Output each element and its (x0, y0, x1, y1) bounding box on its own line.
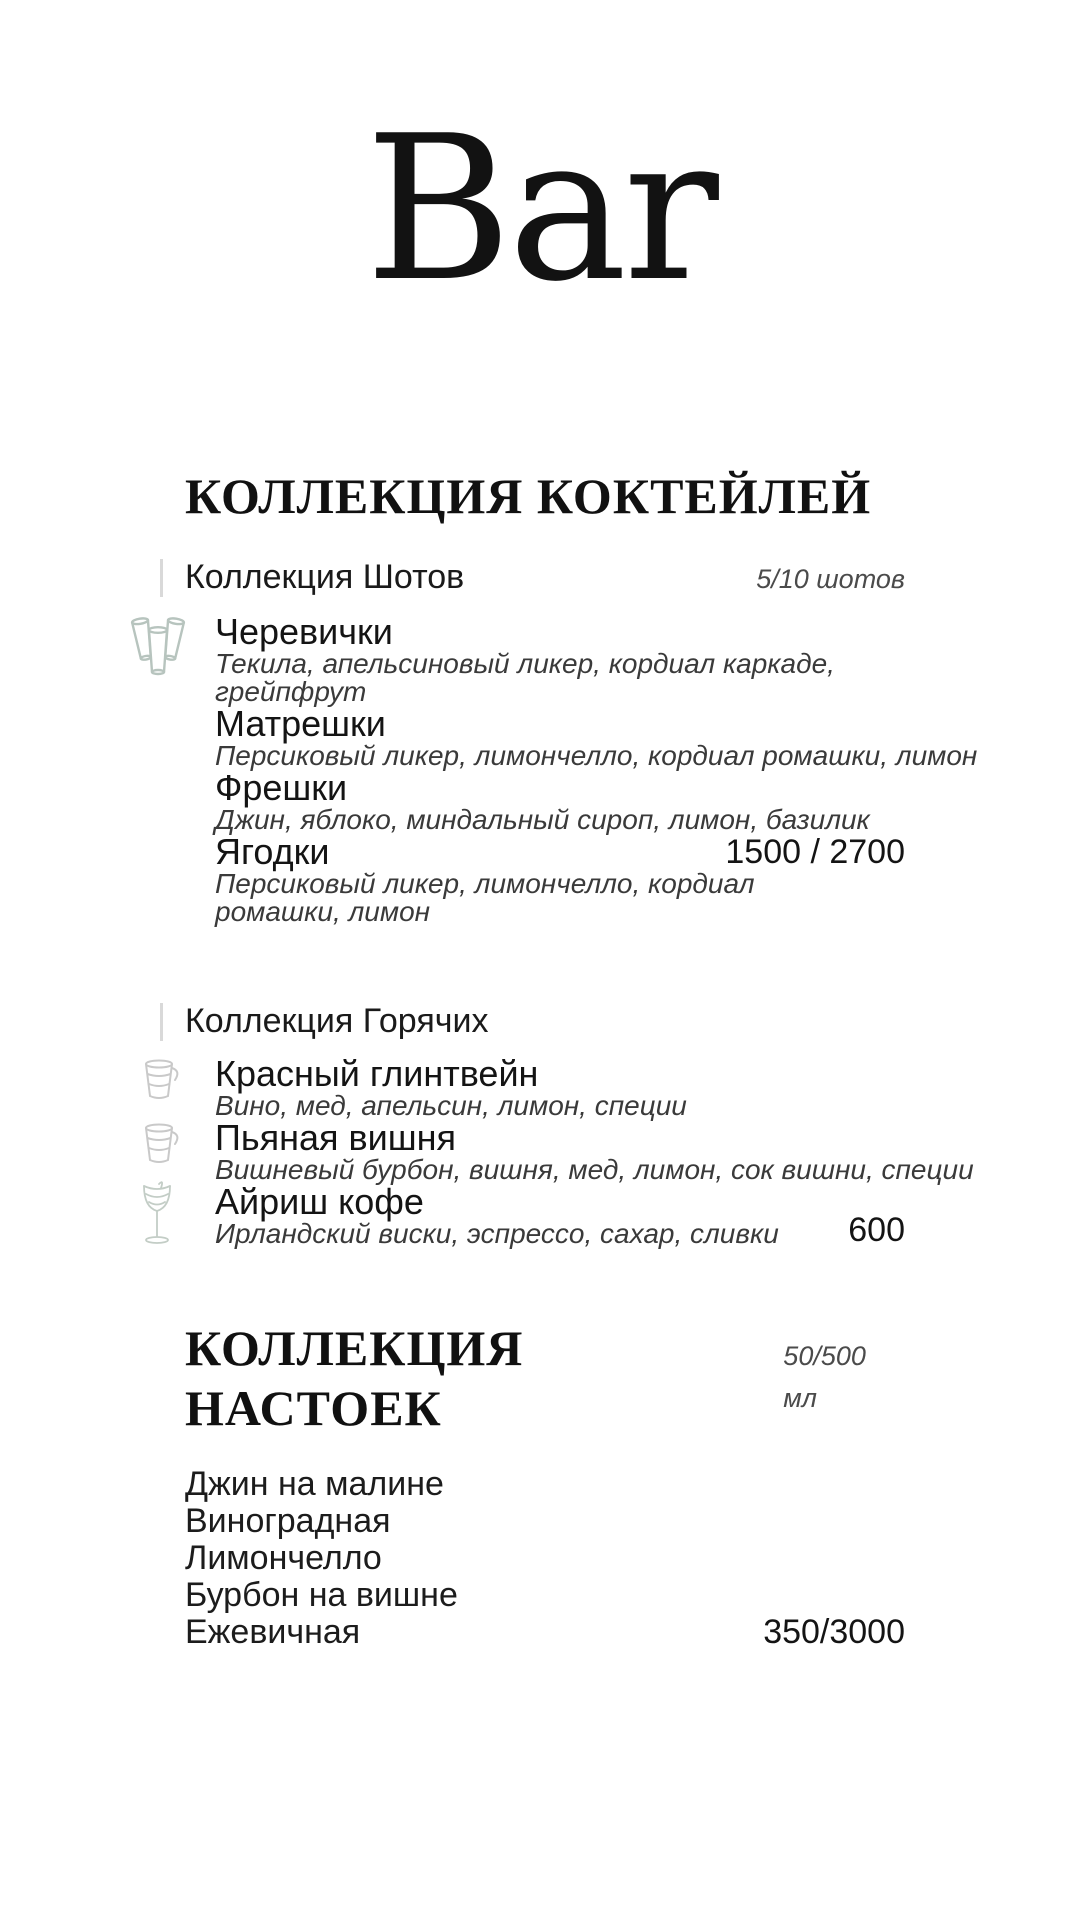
item-description (215, 870, 905, 926)
item-description-line: Текила, апельсиновый ликер, кордиал каркаде, (215, 648, 835, 679)
item-description (215, 1092, 905, 1120)
section-heading-tinctures: КОЛЛЕКЦИЯ НАСТОЕК (185, 1320, 524, 1436)
item-name: Фрешки (215, 767, 348, 808)
shot-glasses-icon (125, 606, 191, 687)
item-description-line: ромашки, лимон (215, 896, 431, 927)
item-price: 600 (848, 1211, 905, 1249)
tinctures-heading-row (185, 1318, 905, 1438)
tinctures-volume-note: 50/500 мл (783, 1341, 866, 1413)
subsection-title-hot: Коллекция Горячих (185, 1002, 489, 1040)
tincture-name: Виноградная (185, 1502, 391, 1540)
cocktails-heading-row (185, 466, 905, 526)
shots-items (185, 611, 978, 927)
item-name: Ягодки (215, 831, 330, 872)
shots-volume-note: 5/10 шотов (756, 564, 905, 594)
tincture-name: Лимончелло (185, 1539, 382, 1577)
menu-item (215, 1117, 974, 1185)
tincture-name: Джин на малине (185, 1465, 444, 1503)
item-description (215, 650, 905, 706)
item-name: Айриш кофе (215, 1181, 424, 1222)
item-name: Красный глинтвейн (215, 1053, 539, 1094)
item-description-line: Джин, яблоко, миндальный сироп, лимон, базилик (215, 804, 870, 835)
tincture-list (185, 1466, 905, 1651)
item-description (215, 1220, 905, 1248)
list-item (185, 1577, 905, 1614)
menu-item (215, 611, 905, 707)
list-item (185, 1466, 905, 1503)
item-description-line: Персиковый ликер, лимончелло, кордиал (215, 868, 755, 899)
subsection-title-shots: Коллекция Шотов (185, 558, 465, 596)
menu-item (215, 1053, 905, 1121)
subsection-header-shots (185, 556, 905, 600)
menu-item (215, 767, 905, 835)
item-description-line: Вино, мед, апельсин, лимон, специи (215, 1090, 687, 1121)
menu-item (215, 703, 978, 771)
menu-item (215, 831, 905, 927)
page-title: Bar (365, 93, 715, 326)
mug-icon (139, 1118, 183, 1173)
tincture-price: 350/3000 (763, 1613, 905, 1651)
item-description-line: Ирландский виски, эспрессо, сахар, сливки (215, 1218, 779, 1249)
list-item (185, 1503, 905, 1540)
item-description-line: грейпфрут (215, 676, 367, 707)
item-name: Пьяная вишня (215, 1117, 457, 1158)
subsection-header-hot (185, 1000, 905, 1042)
tincture-name: Бурбон на вишне (185, 1576, 458, 1614)
divider-bar (160, 559, 163, 597)
hot-items (185, 1053, 974, 1249)
divider-bar (160, 1003, 163, 1041)
item-description (215, 1154, 974, 1185)
menu-item (215, 1181, 905, 1249)
item-description (215, 806, 905, 834)
section-heading-cocktails: КОЛЛЕКЦИЯ КОКТЕЙЛЕЙ (185, 468, 872, 524)
list-item (185, 1540, 905, 1577)
tincture-name: Ежевичная (185, 1613, 361, 1651)
item-description (215, 740, 978, 771)
item-price: 1500 / 2700 (725, 833, 905, 871)
item-name: Матрешки (215, 703, 386, 744)
irish-coffee-glass-icon (137, 1180, 177, 1255)
item-name: Черевички (215, 611, 393, 652)
menu-content (0, 466, 1080, 1651)
list-item (185, 1614, 905, 1651)
item-description-line: Персиковый ликер, лимончелло, кордиал ромашки, лимон (215, 740, 978, 771)
mug-icon (139, 1054, 183, 1109)
item-description-line: Вишневый бурбон, вишня, мед, лимон, сок вишни, специи (215, 1154, 974, 1185)
